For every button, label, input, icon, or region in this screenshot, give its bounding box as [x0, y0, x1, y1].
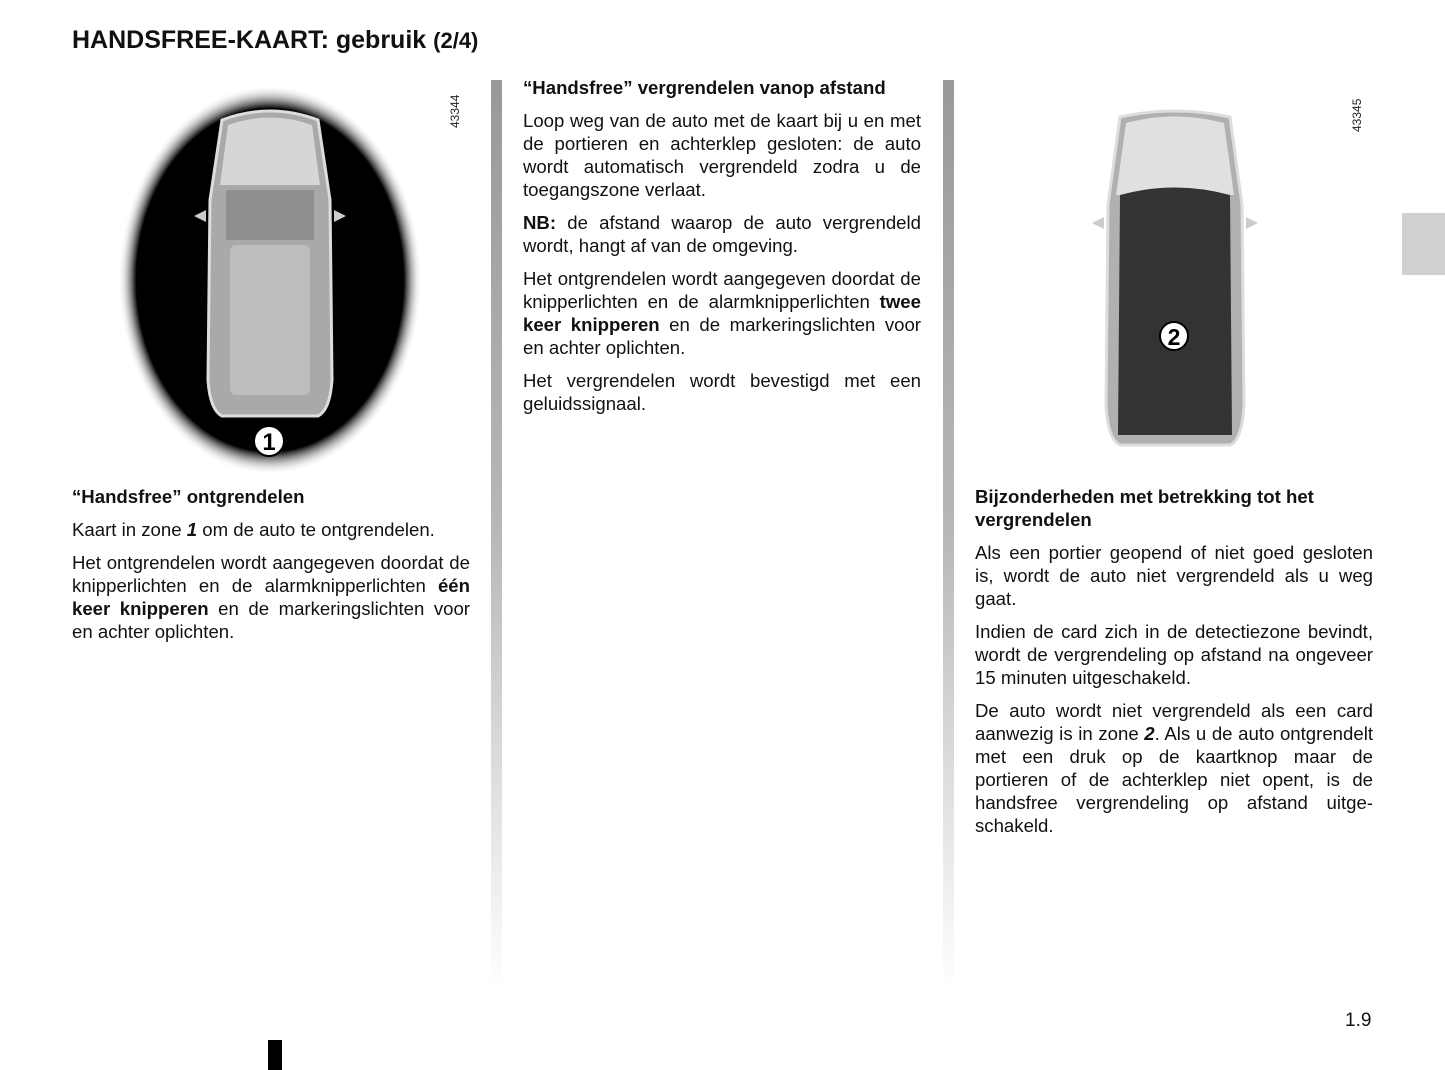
section-heading: “Handsfree” vergrendelen vanop afstand: [523, 77, 886, 98]
paragraph: [72, 551, 470, 643]
paragraph: [523, 267, 921, 359]
text: . Als u de auto ontgrendelt met een druk op de kaartknop maar de portieren of de achterklep niet opent, is de handsfree vergrendeling op afstand uitgeschakeld.: [975, 723, 1373, 836]
column-2: [523, 76, 921, 425]
column-divider: [943, 80, 954, 990]
zone-2-badge: 2: [1167, 324, 1181, 350]
emphasis: één keer knipperen: [72, 575, 470, 619]
figure-unlock-zone: [110, 80, 450, 480]
text: en de markeringslichten voor en achter oplichten.: [72, 598, 470, 642]
figure-ref: 43345: [1350, 98, 1364, 132]
zone-1-badge: 1: [262, 429, 276, 456]
paragraph: Als een portier geopend of niet goed gesloten is, wordt de auto niet vergrendeld als u weg gaat.: [975, 542, 1373, 609]
paragraph: [975, 699, 1373, 837]
note-label: NB:: [523, 212, 557, 233]
text: de afstand waarop de auto vergrendeld wordt, hangt af van de omgeving.: [523, 212, 921, 256]
text: Het ontgrendelen wordt aangegeven doordat de knipperlichten en de alarmknipperlichten: [523, 268, 921, 312]
paragraph: [72, 518, 470, 541]
car-icon: [194, 111, 346, 416]
title-main: HANDSFREE-KAART: gebruik: [72, 26, 427, 54]
text: Kaart in zone: [72, 519, 187, 540]
paragraph: Indien de card zich in de detectiezone bevindt, wordt de vergrendeling op afstand na ongeveer 15 minuten uitgeschakeld.: [975, 621, 1373, 688]
paragraph: [523, 211, 921, 257]
column-3: [975, 485, 1373, 847]
figure-lock-zone: [1090, 105, 1270, 455]
page-title: [72, 26, 478, 55]
emphasis: twee keer knipperen: [523, 291, 921, 335]
zone-ref: 1: [186, 519, 198, 540]
page-number: 1.9: [1345, 1010, 1372, 1031]
column-1: [72, 485, 470, 653]
car-icon: [1092, 111, 1258, 445]
chapter-tab: [1402, 213, 1445, 275]
section-heading: “Handsfree” ontgrendelen: [72, 486, 305, 507]
paragraph: Het vergrendelen wordt bevestigd met een geluidssignaal.: [523, 370, 921, 414]
column-divider: [491, 80, 502, 990]
text: en de markeringslichten voor en achter oplichten.: [523, 314, 921, 358]
zone-ref: 2: [1144, 723, 1155, 744]
paragraph: Loop weg van de auto met de kaart bij u en met de portieren en achterklep gesloten: de auto wordt automatisch vergrendeld zodra u de toegangszone verlaat.: [523, 110, 921, 200]
text: De auto wordt niet vergrendeld als een card aanwezig is in zone: [975, 700, 1373, 744]
title-part: (2/4): [433, 28, 479, 53]
text: om de auto te ontgrendelen.: [197, 519, 435, 540]
print-mark: [268, 1040, 282, 1070]
section-heading: Bijzonderheden met betrekking tot het vergrendelen: [975, 486, 1314, 530]
text: Het ontgrendelen wordt aangegeven doordat de knipperlichten en de alarmknipperlichten: [72, 552, 470, 596]
figure-ref: 43344: [448, 94, 462, 128]
